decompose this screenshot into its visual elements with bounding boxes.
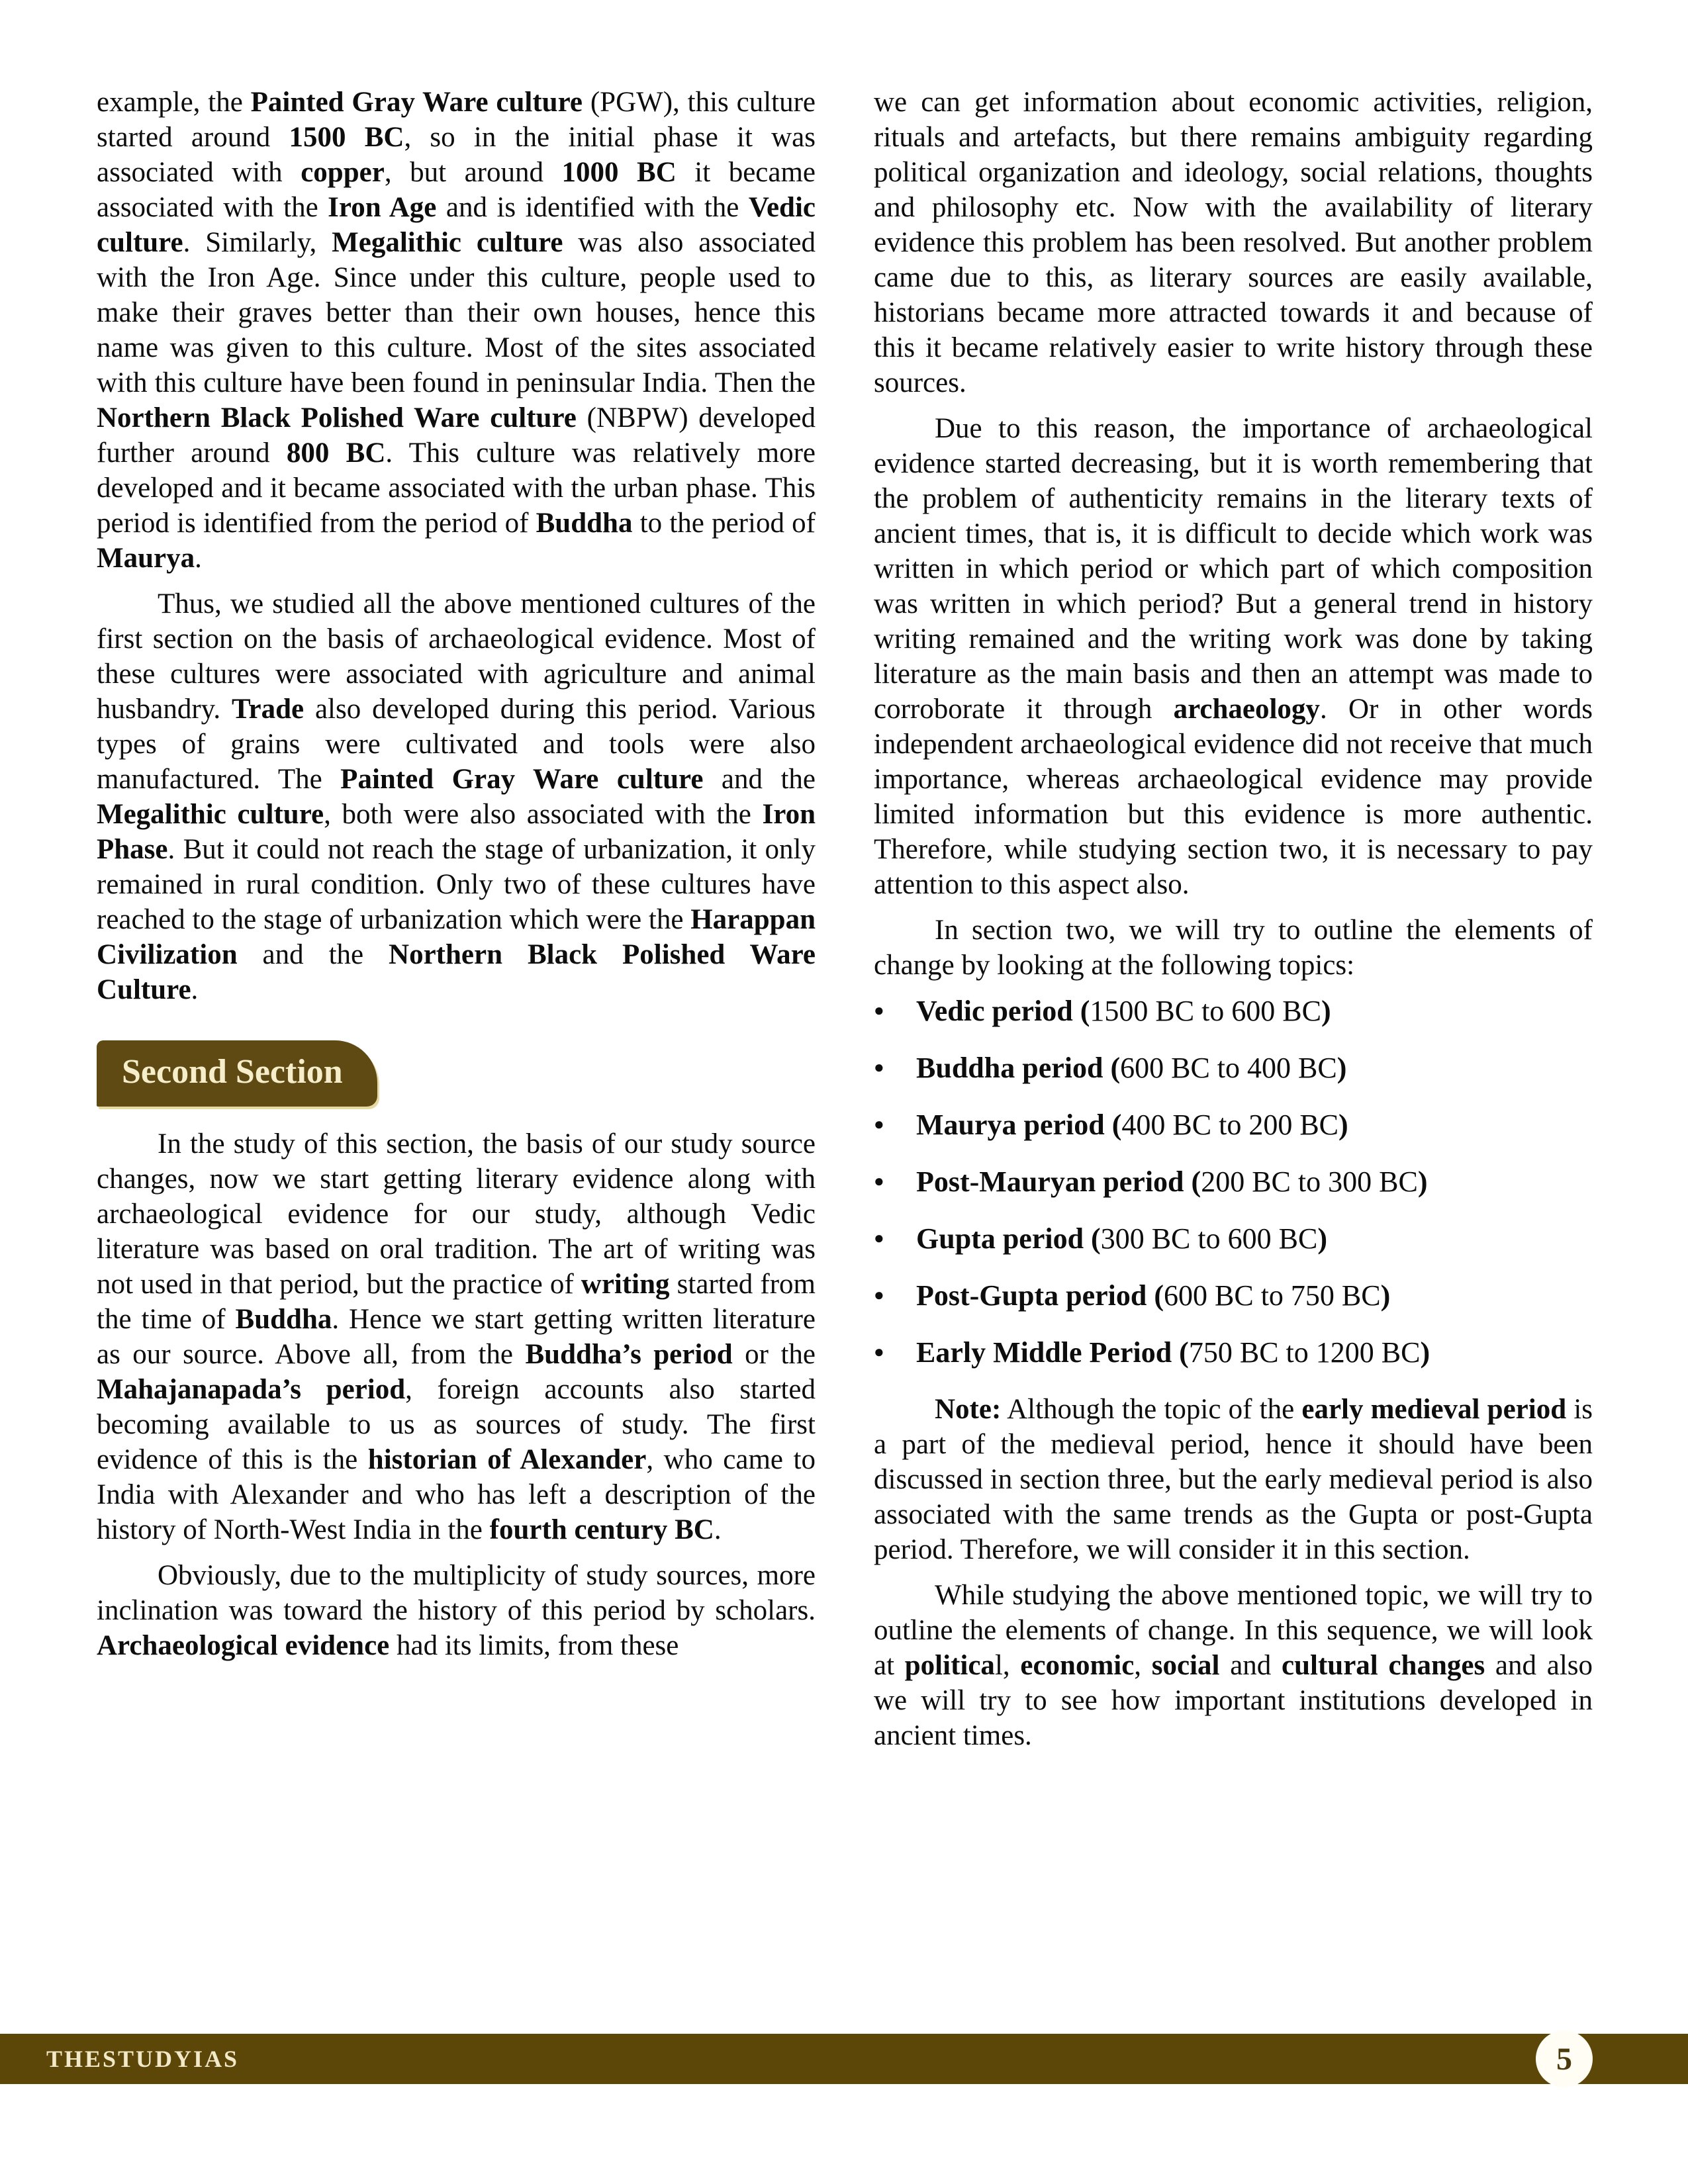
two-column-text (97, 85, 1593, 1764)
topic-item (874, 1335, 1593, 1374)
bold-text: ) (1317, 1222, 1327, 1255)
bold-text: fourth century BC (489, 1514, 714, 1545)
bold-text: Gupta period ( (916, 1222, 1101, 1255)
text: 400 BC to 200 BC (1121, 1109, 1339, 1141)
text: also developed during this period. Various types of grains were cultivated and tools were also manufactured. The (97, 694, 816, 795)
page-number: 5 (1556, 2041, 1572, 2077)
paragraph (874, 913, 1593, 983)
text: In section two, we will try to outline the elements of change by looking at the following topics: (874, 915, 1593, 981)
bold-text: Trade (232, 694, 305, 725)
text: or the (732, 1339, 816, 1370)
text: and the (237, 939, 389, 970)
text: , (1134, 1650, 1152, 1681)
text: 750 BC to 1200 BC (1188, 1336, 1421, 1369)
left-column (97, 85, 816, 1764)
bullet-icon: ● (874, 1228, 884, 1248)
text: , who came to India with Alexander and who has left a description of the history of North-West India in the (97, 1444, 816, 1545)
bold-text: Mahajanapada’s period (97, 1374, 406, 1405)
text: to the period of (632, 508, 816, 539)
text: (NBPW) developed further around (97, 402, 816, 469)
topic-item (874, 1050, 1593, 1089)
bold-text: archaeology (1173, 694, 1320, 725)
bold-text: ) (1321, 995, 1331, 1027)
section-heading-label: Second Section (122, 1053, 343, 1091)
bullet-icon: ● (874, 1285, 884, 1304)
text: . Similarly, (183, 227, 332, 258)
paragraph (97, 85, 816, 576)
footer-bar (0, 2034, 1688, 2084)
topic-text (916, 1278, 1390, 1313)
bold-text: early medieval period (1301, 1394, 1567, 1425)
text: and (1219, 1650, 1282, 1681)
bullet-icon: ● (874, 1058, 884, 1077)
bold-text: Post-Mauryan period ( (916, 1165, 1201, 1198)
paragraph (97, 1558, 816, 1663)
bullet-icon: ● (874, 1342, 884, 1361)
paragraph (874, 1578, 1593, 1753)
text: . Or in other words independent archaeological evidence did not receive that much importance, whereas archaeological evidence may provide limited information but this evidence is more authentic. Therefore, while studying section two, it is necessary to pay attention to this aspect also. (874, 694, 1593, 900)
bold-text: ) (1338, 1109, 1348, 1141)
bold-text: Vedic culture (97, 192, 816, 258)
bold-text: 1500 BC (289, 122, 404, 153)
bold-text: ) (1336, 1052, 1347, 1084)
section-heading-badge (97, 1040, 377, 1107)
bold-text: Maurya period ( (916, 1109, 1122, 1141)
text: and also we will try to see how important institutions developed in ancient times. (874, 1650, 1593, 1751)
bold-text: Buddha (235, 1304, 332, 1335)
text: 300 BC to 600 BC (1100, 1222, 1318, 1255)
bold-text: ) (1417, 1165, 1428, 1198)
text: , foreign accounts also started becoming available to us as sources of study. The first evidence of this is the (97, 1374, 816, 1475)
bold-text: Vedic period ( (916, 995, 1090, 1027)
text: example, the (97, 87, 251, 118)
text: had its limits, from these (389, 1630, 679, 1661)
topic-text (916, 993, 1331, 1028)
topics-list (874, 993, 1593, 1374)
bold-text: Buddha (536, 508, 633, 539)
bullet-icon: ● (874, 1115, 884, 1134)
text: . But it could not reach the stage of urbanization, it only remained in rural condition. Only two of these cultures have reached to the stage of urbanization which were the (97, 834, 816, 935)
text: it became associated with the (97, 157, 816, 223)
bold-text: Note: (935, 1394, 1002, 1425)
text: , but around (384, 157, 562, 188)
text: (PGW), this culture started around (97, 87, 816, 153)
page-number-badge (1536, 2030, 1593, 2087)
bold-text: 1000 BC (561, 157, 677, 188)
bold-text: cultural changes (1282, 1650, 1485, 1681)
text: In the study of this section, the basis of our study source changes, now we start getting literary evidence along with archaeological evidence for our study, although Vedic literature was based on oral tradition. The art of writing was not used in that period, but the practice of (97, 1128, 816, 1300)
bold-text: Northern Black Polished Ware culture (97, 402, 577, 433)
text: and is identified with the (436, 192, 749, 223)
text: Due to this reason, the importance of archaeological evidence started decreasing, but it is worth remembering that the problem of authenticity remains in the literary texts of ancient times, that is, it is difficult to decide which work was written in which period or which part of which composition was written in which period? But a general trend in history writing remained and the writing work was done by taking literature as the main basis and then an attempt was made to corroborate it through (874, 413, 1593, 725)
paragraph (97, 586, 816, 1007)
bold-text: Iron Age (328, 192, 437, 223)
topic-item (874, 1164, 1593, 1203)
paragraph (97, 1126, 816, 1547)
text: started from the time of (97, 1269, 816, 1335)
topic-item (874, 1278, 1593, 1317)
bold-text: Painted Gray Ware culture (250, 87, 583, 118)
topic-text (916, 1050, 1346, 1085)
bold-text: Megalithic culture (332, 227, 563, 258)
text: we can get information about economic activities, religion, rituals and artefacts, but there remains ambiguity regarding political organization and ideology, social relations, thoughts and philosophy etc. Now with the availability of literary evidence this problem has been resolved. But another problem came due to this, as literary sources are easily available, historians became more attracted towards it and because of this it became relatively easier to write history through these sources. (874, 87, 1593, 398)
text: Obviously, due to the multiplicity of study sources, more inclination was toward the history of this period by scholars. (97, 1560, 816, 1626)
bold-text: Buddha period ( (916, 1052, 1121, 1084)
right-column (874, 85, 1593, 1764)
bold-text: Buddha’s period (525, 1339, 733, 1370)
topic-item (874, 1107, 1593, 1146)
text: Although the topic of the (1001, 1394, 1302, 1425)
bold-text: Northern Black Polished Ware Culture (97, 939, 816, 1005)
text: . This culture was relatively more developed and it became associated with the urban phase. This period is identified from the period of (97, 437, 816, 539)
brand-text: THESTUDYIAS (46, 2046, 240, 2072)
bullet-icon: ● (874, 1171, 884, 1191)
text: While studying the above mentioned topic, we will try to outline the elements of change. In this sequence, we will look at (874, 1580, 1593, 1681)
bold-text: economic (1020, 1650, 1135, 1681)
topic-item (874, 993, 1593, 1032)
bold-text: ) (1380, 1279, 1391, 1312)
bold-text: social (1151, 1650, 1220, 1681)
text: was also associated with the Iron Age. Since under this culture, people used to make their graves better than their own houses, hence this name was given to this culture. Most of the sites associated with this culture have been found in peninsular India. Then the (97, 227, 816, 398)
paragraph (874, 85, 1593, 400)
paragraph (874, 411, 1593, 902)
bold-text: Painted Gray Ware culture (340, 764, 704, 795)
topic-item (874, 1221, 1593, 1260)
bold-text: Megalithic culture (97, 799, 324, 830)
text: , so in the initial phase it was associated with (97, 122, 816, 188)
bold-text: Harappan Civilization (97, 904, 816, 970)
bold-text: historian of Alexander (367, 1444, 647, 1475)
topic-text (916, 1107, 1348, 1142)
text: , both were also associated with the (324, 799, 763, 830)
text: 200 BC to 300 BC (1201, 1165, 1418, 1198)
text: 600 BC to 400 BC (1120, 1052, 1337, 1084)
topic-text (916, 1221, 1327, 1256)
text: 1500 BC to 600 BC (1090, 995, 1321, 1027)
note-paragraph (874, 1392, 1593, 1567)
text: . (714, 1514, 722, 1545)
bullet-icon: ● (874, 1001, 884, 1020)
bold-text: Early Middle Period ( (916, 1336, 1189, 1369)
text: Thus, we studied all the above mentioned cultures of the first section on the basis of archaeological evidence. Most of these cultures were associated with agriculture and animal husbandry. (97, 588, 816, 725)
bold-text: writing (581, 1269, 670, 1300)
bold-text: 800 BC (286, 437, 386, 469)
text: l, (994, 1650, 1021, 1681)
text: . (195, 543, 202, 574)
text: 600 BC to 750 BC (1164, 1279, 1381, 1312)
bold-text: politica (904, 1650, 995, 1681)
text: and the (703, 764, 816, 795)
bold-text: Archaeological evidence (97, 1630, 390, 1661)
text: is a part of the medieval period, hence it should have been discussed in section three, but the early medieval period is also associated with the same trends as the Gupta or post-Gupta period. Therefore, we will consider it in this section. (874, 1394, 1593, 1565)
topic-text (916, 1164, 1427, 1199)
text: . (191, 974, 199, 1005)
bold-text: Iron Phase (97, 799, 816, 865)
bold-text: Maurya (97, 543, 195, 574)
text: . Hence we start getting written literature as our source. Above all, from the (97, 1304, 816, 1370)
bold-text: ) (1420, 1336, 1430, 1369)
bold-text: copper (301, 157, 385, 188)
bold-text: Post-Gupta period ( (916, 1279, 1164, 1312)
topic-text (916, 1335, 1430, 1370)
